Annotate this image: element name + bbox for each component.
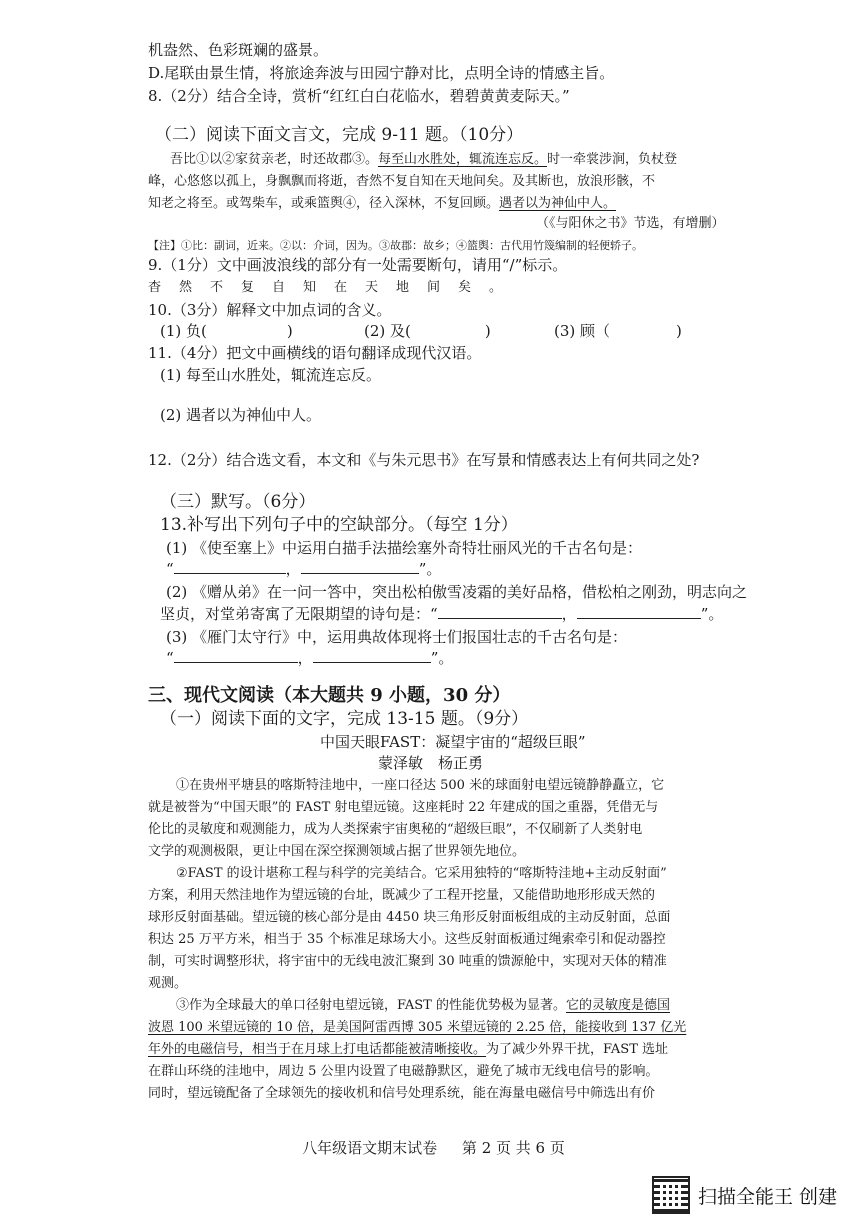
section-title: （三）默写。（6分）	[160, 492, 316, 512]
underlined-sentence: 每至山水胜处，辄流连忘反。	[378, 152, 548, 167]
paragraph-line: 文学的观测极限，更让中国在深空探测领域占据了世界领先地位。	[148, 844, 526, 859]
question-10: 10.（3分）解释文中加点词的含义。	[148, 301, 392, 319]
page-number: 第 2 页 共 6 页	[461, 1139, 565, 1157]
quote-mark: ”。	[430, 649, 454, 667]
classical-text-line: 峰，心悠悠以孤上，身飘飘而将逝，杳然不复自知在天地间矣。及其断也，放浪形骸，不	[148, 174, 656, 189]
paragraph-line: 就是被誉为“中国天眼”的 FAST 射电望远镜。这座耗时 22 年建成的国之重器，凭借无与	[148, 800, 659, 815]
part-title: 三、现代文阅读（本大题共 9 小题，30 分）	[148, 685, 511, 706]
underlined-sentence: 它的灵敏度是德国	[566, 998, 671, 1013]
question-10-item-1	[160, 321, 293, 341]
item-label: (3) 顾（	[554, 322, 611, 340]
answer-blank[interactable]	[301, 559, 419, 574]
underlined-sentence: 波恩 100 米望远镜的 10 倍，是美国阿雷西博 305 米望远镜的 2.25 倍，能接收到 137 亿光	[148, 1020, 687, 1035]
classical-text-segment: 知老之将至。或驾柴车，或乘篮舆④，径入深林，不复回顾。	[148, 196, 500, 211]
exam-name: 八年级语文期末试卷	[302, 1139, 438, 1157]
paragraph-line: 球形反射面基础。望远镜的核心部分是由 4450 块三角形反射面板组成的主动反射面，总面	[148, 910, 671, 925]
comma: ，	[561, 605, 577, 623]
paragraph-line: ②FAST 的设计堪称工程与科学的完美结合。它采用独特的“喀斯特洼地+主动反射面”	[176, 866, 667, 881]
section-title: （二）阅读下面文言文，完成 9-11 题。（10分）	[155, 125, 524, 145]
classical-text-line	[170, 150, 677, 170]
quote-mark: “	[166, 560, 174, 578]
answer-blank[interactable]	[174, 648, 298, 663]
item-label: )	[286, 322, 293, 340]
question-13: 13.补写出下列句子中的空缺部分。（每空 1分）	[160, 515, 518, 535]
item-label: 坚贞，对堂弟寄寓了无限期望的诗句是：“	[160, 605, 438, 623]
paragraph-line: 同时，望远镜配备了全球领先的接收机和信号处理系统，能在海量电磁信号中筛选出有价	[148, 1086, 656, 1101]
paragraph-line: 观测。	[148, 976, 188, 991]
paragraph-segment: ③作为全球最大的单口径射电望远镜，FAST 的性能优势极为显著。	[176, 998, 566, 1013]
question-13-item-2: (2) 《赠从弟》在一问一答中，突出松柏傲雪凌霜的美好品格，借松柏之刚劲，明志向之	[166, 583, 748, 601]
paragraph-line: 方案，利用天然洼地作为望远镜的台址，既减少了工程开挖量，又能借助地形形成天然的	[148, 888, 656, 903]
annotation-note: 【注】①比：副词，近来。②以：介词，因为。③故郡：故乡；④篮舆：古代用竹篾编制的轻便轿子。	[148, 239, 643, 252]
item-label: )	[484, 322, 491, 340]
article-authors: 蒙泽敏 杨正勇	[378, 754, 484, 772]
paragraph-line: 在群山环绕的洼地中，周边 5 公里内设置了电磁静默区，避免了城市无线电信号的影响。	[148, 1064, 659, 1079]
answer-blanks	[166, 559, 441, 579]
question-11-item-1: (1) 每至山水胜处，辄流连忘反。	[160, 366, 382, 384]
item-label: )	[676, 322, 682, 340]
answer-blank[interactable]	[313, 648, 431, 663]
text-line: D.尾联由景生情，将旅途奔波与田园宁静对比，点明全诗的情感主旨。	[148, 64, 615, 82]
item-label: (2) 及(	[364, 322, 411, 340]
scanner-watermark: 扫描全能王 创建	[698, 1186, 838, 1208]
classical-text-segment: 时一牵裳涉涧，负杖登	[547, 152, 678, 167]
answer-blanks	[166, 648, 453, 668]
text-line: 机盎然、色彩斑斓的盛景。	[148, 41, 329, 59]
question-9: 9.（1分）文中画波浪线的部分有一处需要断句，请用“/”标示。	[148, 256, 568, 274]
answer-blanks	[160, 604, 723, 624]
comma: ，	[285, 560, 301, 578]
quote-mark: ”。	[700, 605, 724, 623]
answer-blank[interactable]	[174, 559, 286, 574]
question-13-item-1: (1) 《使至塞上》中运用白描手法描绘塞外奇特壮丽风光的千古名句是：	[166, 539, 643, 557]
comma: ，	[297, 649, 313, 667]
qr-code-icon	[652, 1176, 690, 1214]
answer-blank[interactable]	[577, 604, 701, 619]
classical-text-segment: 吾比①以②家贫亲老，时还故郡③。	[170, 152, 379, 167]
quote-mark: ”。	[418, 560, 442, 578]
wavy-line-text: 杳然不复自知在天地间矣。	[148, 280, 521, 295]
paragraph-line: 伦比的灵敏度和观测能力，成为人类探索宇宙奥秘的“超级巨眼”，不仅刷新了人类射电	[148, 822, 643, 837]
article-title: 中国天眼FAST：凝望宇宙的“超级巨眼”	[320, 733, 586, 751]
underlined-sentence: 年外的电磁信号，相当于在月球上打电话都能被清晰接收。	[148, 1042, 487, 1057]
question-10-item-2	[364, 321, 491, 341]
paragraph-line: 制，可实时调整形状，将宇宙中的无线电波汇聚到 30 吨重的馈源舱中，实现对天体的精准	[148, 954, 667, 969]
paragraph-line: ①在贵州平塘县的喀斯特洼地中，一座口径达 500 米的球面射电望远镜静静矗立，它	[176, 778, 665, 793]
source-citation: （《与阳休之书》节选，有增删）	[536, 216, 725, 231]
paragraph-line: 积达 25 万平方米，相当于 35 个标准足球场大小。这些反射面板通过绳索牵引和促动器控	[148, 932, 666, 947]
item-label: (1) 负(	[160, 322, 207, 340]
question-13-item-3: (3) 《雁门太守行》中，运用典故体现将士们报国壮志的千古名句是：	[166, 628, 628, 646]
answer-blank[interactable]	[438, 604, 562, 619]
subsection-title: （一）阅读下面的文字，完成 13-15 题。（9分）	[160, 709, 529, 729]
question-8: 8.（2分）结合全诗，赏析“红红白白花临水，碧碧黄黄麦际天。”	[148, 87, 570, 105]
question-11: 11.（4分）把文中画横线的语句翻译成现代汉语。	[148, 344, 482, 362]
paragraph-line	[176, 996, 670, 1016]
classical-text-line	[148, 194, 616, 214]
quote-mark: “	[166, 649, 174, 667]
paragraph-segment: 为了减少外界干扰，FAST 选址	[486, 1042, 669, 1057]
question-12: 12.（2分）结合选文看，本文和《与朱元思书》在写景和情感表达上有何共同之处?	[148, 451, 700, 469]
question-10-item-3	[554, 321, 682, 341]
paragraph-line	[148, 1040, 668, 1060]
page-footer	[0, 1137, 867, 1158]
underlined-sentence: 遇者以为神仙中人。	[499, 196, 617, 211]
question-11-item-2: (2) 遇者以为神仙中人。	[160, 406, 322, 424]
